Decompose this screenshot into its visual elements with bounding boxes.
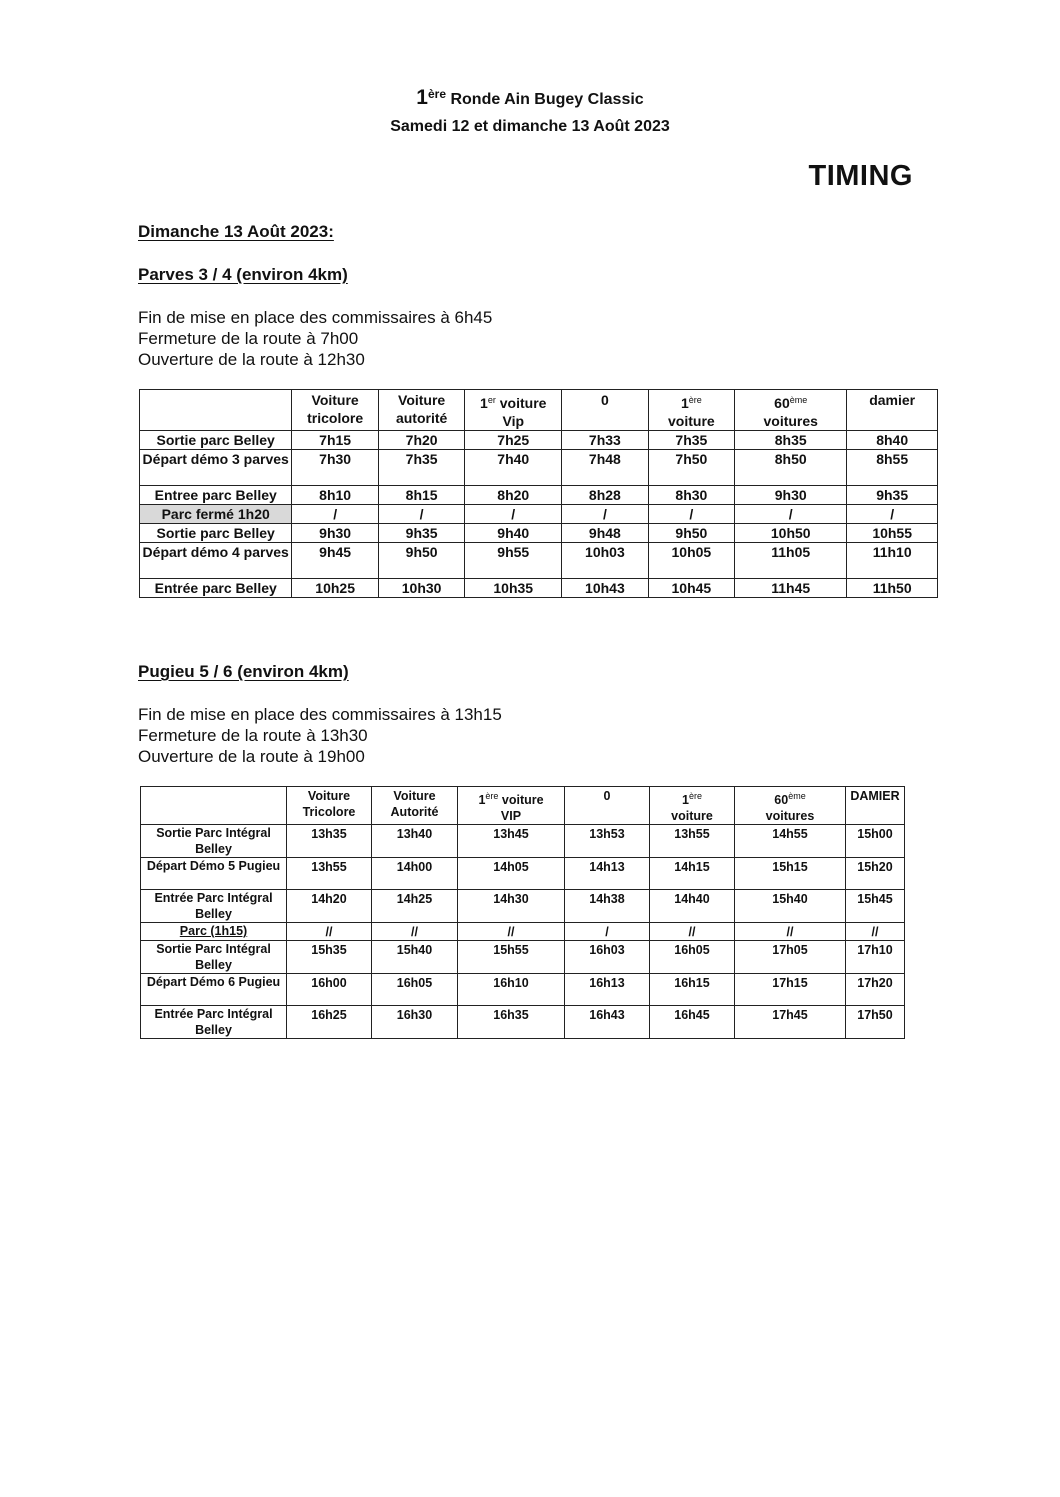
- time-cell: //: [458, 923, 565, 941]
- time-cell: //: [735, 923, 846, 941]
- table-row: [141, 825, 905, 858]
- time-cell: 10h55: [847, 524, 938, 543]
- time-cell: 14h15: [650, 858, 735, 890]
- table-row: [140, 505, 938, 524]
- time-cell: 10h25: [292, 579, 378, 598]
- time-cell: 8h30: [648, 486, 734, 505]
- column-header: [648, 390, 734, 431]
- time-cell: 8h10: [292, 486, 378, 505]
- column-header-line2: tricolore: [307, 410, 364, 426]
- note-line: Ouverture de la route à 19h00: [138, 747, 365, 766]
- time-cell: 10h35: [465, 579, 562, 598]
- table-row: [140, 450, 938, 486]
- time-cell: 15h40: [735, 890, 846, 923]
- column-header-line2: voiture: [668, 413, 715, 429]
- time-cell: 8h50: [735, 450, 847, 486]
- time-cell: 16h10: [458, 974, 565, 1006]
- table-row: [140, 524, 938, 543]
- row-label: Entrée parc Belley: [140, 579, 292, 598]
- column-header-text: Voiture: [311, 392, 359, 408]
- table-row: [141, 890, 905, 923]
- note-line: Fermeture de la route à 13h30: [138, 726, 368, 745]
- time-cell: 7h35: [648, 431, 734, 450]
- time-cell: 15h35: [287, 941, 372, 974]
- column-header-prefix: 60: [774, 793, 789, 807]
- column-header-line2: VIP: [500, 809, 522, 823]
- time-cell: 13h55: [287, 858, 372, 890]
- corner-cell: [140, 390, 292, 431]
- column-header-prefix: 1: [480, 395, 488, 411]
- time-cell: 15h40: [372, 941, 458, 974]
- time-cell: 17h10: [846, 941, 905, 974]
- column-header-text: voiture: [498, 793, 544, 807]
- column-header: [458, 787, 565, 825]
- time-cell: 16h30: [372, 1006, 458, 1039]
- column-header: [735, 390, 847, 431]
- time-cell: 14h25: [372, 890, 458, 923]
- time-cell: 8h15: [378, 486, 464, 505]
- timing-heading: TIMING: [808, 160, 913, 192]
- time-cell: /: [292, 505, 378, 524]
- time-cell: 11h10: [847, 543, 938, 579]
- time-cell: 7h50: [648, 450, 734, 486]
- time-cell: 9h40: [465, 524, 562, 543]
- time-cell: 7h33: [562, 431, 648, 450]
- time-cell: 15h00: [846, 825, 905, 858]
- column-header-text: Voiture: [398, 392, 446, 408]
- time-cell: /: [847, 505, 938, 524]
- time-cell: 16h13: [565, 974, 650, 1006]
- table-row: [140, 431, 938, 450]
- row-label: Parc fermé 1h20: [140, 505, 292, 524]
- time-cell: 8h40: [847, 431, 938, 450]
- time-cell: 9h45: [292, 543, 378, 579]
- time-cell: /: [465, 505, 562, 524]
- time-cell: 16h05: [650, 941, 735, 974]
- time-cell: 15h45: [846, 890, 905, 923]
- time-cell: //: [846, 923, 905, 941]
- document-subtitle: Samedi 12 et dimanche 13 Août 2023: [390, 118, 670, 135]
- column-header-superscript: er: [487, 395, 496, 405]
- row-label: Départ démo 3 parves: [140, 450, 292, 486]
- column-header: [372, 787, 458, 825]
- time-cell: 14h38: [565, 890, 650, 923]
- time-cell: 15h15: [735, 858, 846, 890]
- time-cell: 8h55: [847, 450, 938, 486]
- time-cell: 16h05: [372, 974, 458, 1006]
- time-cell: 16h03: [565, 941, 650, 974]
- time-cell: 16h15: [650, 974, 735, 1006]
- time-cell: /: [648, 505, 734, 524]
- time-cell: 10h05: [648, 543, 734, 579]
- row-label: Sortie Parc Intégral Belley: [141, 825, 287, 858]
- schedule-table-pugieu: [140, 786, 905, 1039]
- title-text: Ronde Ain Bugey Classic: [446, 91, 644, 108]
- table-row: [140, 579, 938, 598]
- header-row: [140, 390, 938, 431]
- time-cell: 7h20: [378, 431, 464, 450]
- note-line: Ouverture de la route à 12h30: [138, 350, 365, 369]
- time-cell: 10h45: [648, 579, 734, 598]
- column-header-superscript: ème: [788, 791, 806, 801]
- section2-heading: Pugieu 5 / 6 (environ 4km): [138, 662, 349, 681]
- time-cell: 9h30: [292, 524, 378, 543]
- time-cell: /: [565, 923, 650, 941]
- column-header: [846, 787, 905, 825]
- time-cell: 7h15: [292, 431, 378, 450]
- column-header-line2: Tricolore: [302, 805, 356, 819]
- time-cell: 14h20: [287, 890, 372, 923]
- time-cell: 10h30: [378, 579, 464, 598]
- column-header-line2: voitures: [763, 413, 818, 429]
- row-label: Entree parc Belley: [140, 486, 292, 505]
- time-cell: 11h05: [735, 543, 847, 579]
- time-cell: 16h43: [565, 1006, 650, 1039]
- row-label: Entrée Parc Intégral Belley: [141, 1006, 287, 1039]
- column-header: [287, 787, 372, 825]
- time-cell: 15h55: [458, 941, 565, 974]
- time-cell: /: [378, 505, 464, 524]
- time-cell: 13h55: [650, 825, 735, 858]
- section1-heading: Parves 3 / 4 (environ 4km): [138, 265, 348, 284]
- column-header-superscript: ère: [688, 395, 702, 405]
- time-cell: 16h00: [287, 974, 372, 1006]
- column-header-text: Voiture: [307, 789, 351, 803]
- time-cell: 7h30: [292, 450, 378, 486]
- column-header-line2: Autorité: [390, 805, 439, 819]
- day-heading: Dimanche 13 Août 2023:: [138, 222, 334, 241]
- column-header: [735, 787, 846, 825]
- time-cell: 13h35: [287, 825, 372, 858]
- column-header: [562, 390, 648, 431]
- column-header-superscript: ère: [688, 791, 702, 801]
- time-cell: 16h35: [458, 1006, 565, 1039]
- document-title: [0, 86, 1060, 110]
- row-label: Départ démo 4 parves: [140, 543, 292, 579]
- row-label: Sortie Parc Intégral Belley: [141, 941, 287, 974]
- column-header-line2: voiture: [671, 809, 713, 823]
- time-cell: //: [287, 923, 372, 941]
- column-header: [292, 390, 378, 431]
- column-header: [650, 787, 735, 825]
- table-row: [140, 486, 938, 505]
- time-cell: 15h20: [846, 858, 905, 890]
- time-cell: 14h05: [458, 858, 565, 890]
- title-number: 1: [416, 86, 428, 109]
- column-header: [465, 390, 562, 431]
- time-cell: 17h50: [846, 1006, 905, 1039]
- time-cell: 13h53: [565, 825, 650, 858]
- column-header: [565, 787, 650, 825]
- time-cell: 14h00: [372, 858, 458, 890]
- time-cell: 8h20: [465, 486, 562, 505]
- corner-cell: [141, 787, 287, 825]
- column-header-text: 0: [603, 789, 611, 803]
- time-cell: 9h35: [847, 486, 938, 505]
- column-header: [847, 390, 938, 431]
- time-cell: 14h40: [650, 890, 735, 923]
- time-cell: 17h45: [735, 1006, 846, 1039]
- time-cell: 13h45: [458, 825, 565, 858]
- column-header-prefix: 1: [682, 793, 689, 807]
- column-header-text: voiture: [495, 395, 547, 411]
- note-line: Fin de mise en place des commissaires à 6h45: [138, 308, 493, 327]
- time-cell: 9h50: [378, 543, 464, 579]
- time-cell: 14h13: [565, 858, 650, 890]
- row-label: Départ Démo 5 Pugieu: [141, 858, 287, 890]
- time-cell: /: [735, 505, 847, 524]
- time-cell: //: [650, 923, 735, 941]
- section1-notes: [138, 307, 492, 370]
- table-row: [141, 974, 905, 1006]
- table-row: [140, 543, 938, 579]
- row-label: Départ Démo 6 Pugieu: [141, 974, 287, 1006]
- schedule-table-parves: [139, 389, 938, 598]
- title-superscript: ère: [427, 87, 447, 101]
- header-row: [141, 787, 905, 825]
- table-row: [141, 1006, 905, 1039]
- time-cell: 17h05: [735, 941, 846, 974]
- time-cell: /: [562, 505, 648, 524]
- row-label: Parc (1h15): [141, 923, 287, 941]
- table-row: [141, 858, 905, 890]
- time-cell: 7h25: [465, 431, 562, 450]
- column-header-prefix: 60: [774, 395, 790, 411]
- time-cell: 11h50: [847, 579, 938, 598]
- column-header-superscript: ème: [789, 395, 808, 405]
- row-label: Entrée Parc Intégral Belley: [141, 890, 287, 923]
- table-row: [141, 923, 905, 941]
- column-header-text: Voiture: [393, 789, 436, 803]
- column-header-text: DAMIER: [850, 789, 900, 803]
- column-header-prefix: 1: [478, 793, 486, 807]
- time-cell: 9h35: [378, 524, 464, 543]
- time-cell: 7h35: [378, 450, 464, 486]
- column-header-line2: Vip: [502, 413, 525, 429]
- section2-notes: [138, 704, 502, 767]
- time-cell: 9h48: [562, 524, 648, 543]
- time-cell: 11h45: [735, 579, 847, 598]
- column-header-superscript: ère: [485, 791, 499, 801]
- time-cell: 7h40: [465, 450, 562, 486]
- column-header-text: 0: [600, 392, 609, 408]
- column-header-text: damier: [869, 392, 916, 408]
- time-cell: 8h28: [562, 486, 648, 505]
- table-row: [141, 941, 905, 974]
- time-cell: 7h48: [562, 450, 648, 486]
- time-cell: 9h30: [735, 486, 847, 505]
- note-line: Fin de mise en place des commissaires à 13h15: [138, 705, 502, 724]
- time-cell: 13h40: [372, 825, 458, 858]
- time-cell: 10h03: [562, 543, 648, 579]
- time-cell: 10h50: [735, 524, 847, 543]
- time-cell: 10h43: [562, 579, 648, 598]
- column-header-line2: autorité: [395, 410, 448, 426]
- row-label: Sortie parc Belley: [140, 431, 292, 450]
- column-header: [378, 390, 464, 431]
- note-line: Fermeture de la route à 7h00: [138, 329, 359, 348]
- time-cell: 9h55: [465, 543, 562, 579]
- time-cell: 17h15: [735, 974, 846, 1006]
- time-cell: 9h50: [648, 524, 734, 543]
- time-cell: 8h35: [735, 431, 847, 450]
- time-cell: 14h55: [735, 825, 846, 858]
- column-header-prefix: 1: [680, 395, 689, 411]
- row-label: Sortie parc Belley: [140, 524, 292, 543]
- time-cell: 16h45: [650, 1006, 735, 1039]
- time-cell: 16h25: [287, 1006, 372, 1039]
- column-header-line2: voitures: [765, 809, 815, 823]
- time-cell: 14h30: [458, 890, 565, 923]
- time-cell: 17h20: [846, 974, 905, 1006]
- time-cell: //: [372, 923, 458, 941]
